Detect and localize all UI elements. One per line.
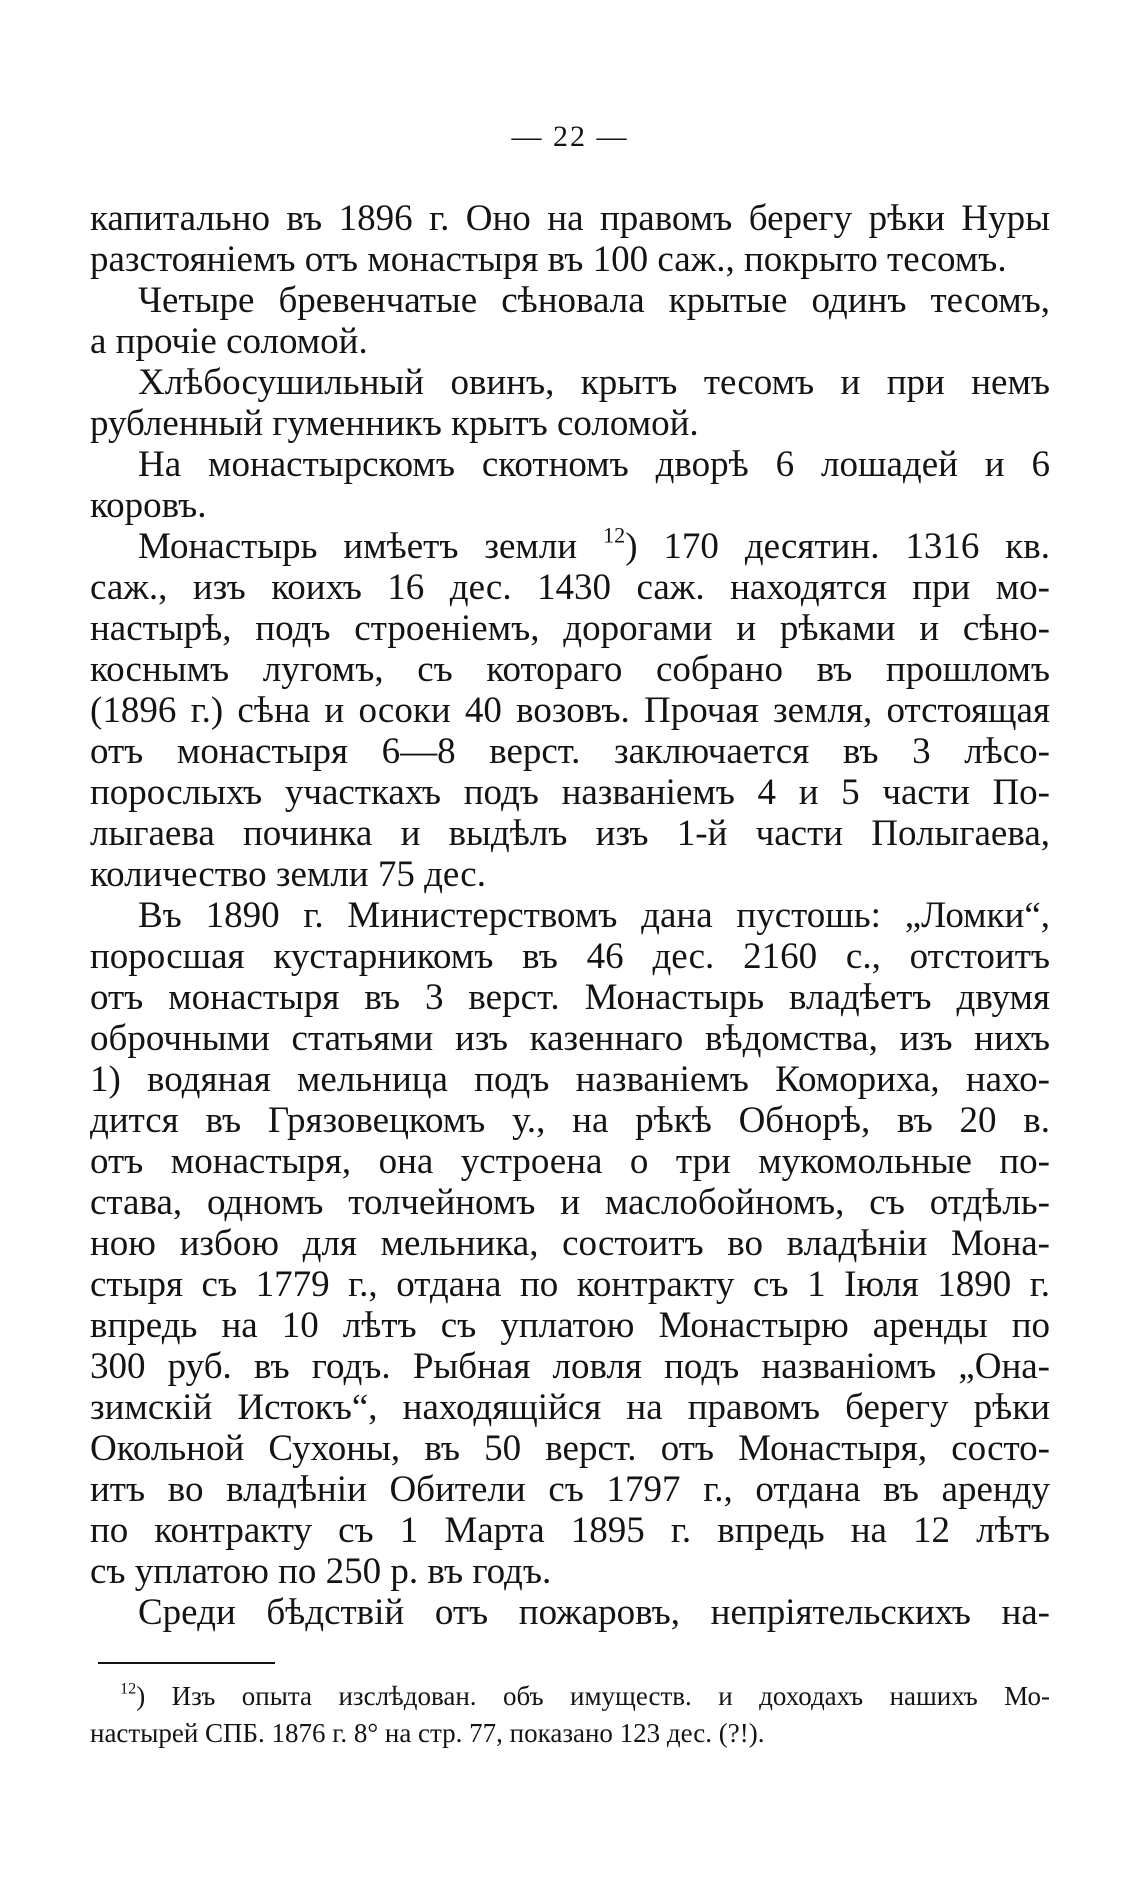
text-line: съ уплатою по 250 р. въ годъ. <box>90 1551 552 1592</box>
text-line: капитально въ 1896 г. Оно на правомъ берегу рѣки Нуры <box>90 198 1050 239</box>
text-line: итъ во владѣніи Обители съ 1797 г., отдана въ аренду <box>90 1469 1050 1510</box>
text-line: 1) водяная мельница подъ названіемъ Комориха, нахо- <box>90 1059 1050 1100</box>
text-line: отъ монастыря 6—8 верст. заключается въ 3 лѣсо- <box>90 731 1050 772</box>
text-line: 300 руб. въ годъ. Рыбная ловля подъ названіомъ „Она- <box>90 1346 1050 1387</box>
text-line: Хлѣбосушильный овинъ, крытъ тесомъ и при немъ <box>138 362 1050 403</box>
text-line: поросшая кустарникомъ въ 46 дес. 2160 с., отстоитъ <box>90 936 1050 977</box>
text-line: по контракту съ 1 Марта 1895 г. впредь на 12 лѣтъ <box>90 1510 1050 1551</box>
body-text <box>90 198 1050 1633</box>
text-line: впредь на 10 лѣтъ съ уплатою Монастырю аренды по <box>90 1305 1050 1346</box>
text-line-text: Монастырь имѣетъ земли <box>138 526 604 567</box>
text-line: ною избою для мельника, состоитъ во владѣніи Мона- <box>90 1223 1050 1264</box>
footnote-marker: 12 <box>120 1679 137 1698</box>
text-line: разстояніемъ отъ монастыря въ 100 саж., покрыто тесомъ. <box>90 239 1007 280</box>
footnote-rule <box>98 1662 275 1664</box>
text-line: На монастырскомъ скотномъ дворѣ 6 лошадей и 6 <box>138 444 1050 485</box>
text-line: рубленный гуменникъ крытъ соломой. <box>90 403 699 444</box>
text-line: Окольной Сухоны, въ 50 верст. отъ Монастыря, состо- <box>90 1428 1050 1469</box>
text-line-text: ) 170 десятин. 1316 кв. <box>625 526 1050 567</box>
text-line: настырѣ, подъ строеніемъ, дорогами и рѣками и сѣно- <box>90 608 1050 649</box>
footnotes <box>90 1678 1050 1752</box>
footnote-line: настырей СПБ. 1876 г. 8° на стр. 77, показано 123 дес. (?!). <box>90 1718 765 1748</box>
footnote-line-text: ) Изъ опыта изслѣдован. объ имуществ. и доходахъ нашихъ Мо- <box>136 1681 1050 1711</box>
text-line: оброчными статьями изъ казеннаго вѣдомства, изъ нихъ <box>90 1018 1050 1059</box>
text-line: порослыхъ участкахъ подъ названіемъ 4 и 5 части По- <box>90 772 1050 813</box>
text-line: количество земли 75 дес. <box>90 854 486 895</box>
text-line: зимскій Истокъ“, находящійся на правомъ берегу рѣки <box>90 1387 1050 1428</box>
text-line: Четыре бревенчатые сѣновала крытые одинъ тесомъ, <box>138 280 1050 321</box>
text-line: дится въ Грязовецкомъ у., на рѣкѣ Обнорѣ, въ 20 в. <box>90 1100 1050 1141</box>
text-line: стыря съ 1779 г., отдана по контракту съ 1 Іюля 1890 г. <box>90 1264 1050 1305</box>
text-line <box>90 522 1050 567</box>
footnote-line <box>90 1678 1050 1715</box>
text-line: (1896 г.) сѣна и осоки 40 возовъ. Прочая земля, отстоящая <box>90 690 1050 731</box>
text-line: коровъ. <box>90 485 207 526</box>
footnote-marker: 12 <box>603 522 626 548</box>
text-line: саж., изъ коихъ 16 дес. 1430 саж. находятся при мо- <box>90 567 1050 608</box>
text-line: Въ 1890 г. Министерствомъ дана пустошь: „Ломки“, <box>138 895 1050 936</box>
text-line: отъ монастыря, она устроена о три мукомольные по- <box>90 1141 1050 1182</box>
text-line: Среди бѣдствій отъ пожаровъ, непріятельскихъ на- <box>138 1592 1050 1633</box>
text-line: а прочіе соломой. <box>90 321 368 362</box>
page-number: — 22 — <box>511 120 629 153</box>
text-line: коснымъ лугомъ, съ котораго собрано въ прошломъ <box>90 649 1050 690</box>
text-line: става, одномъ толчейномъ и маслобойномъ, съ отдѣль- <box>90 1182 1050 1223</box>
text-line: лыгаева починка и выдѣлъ изъ 1-й части Полыгаева, <box>90 813 1050 854</box>
text-line: отъ монастыря въ 3 верст. Монастырь владѣетъ двумя <box>90 977 1050 1018</box>
